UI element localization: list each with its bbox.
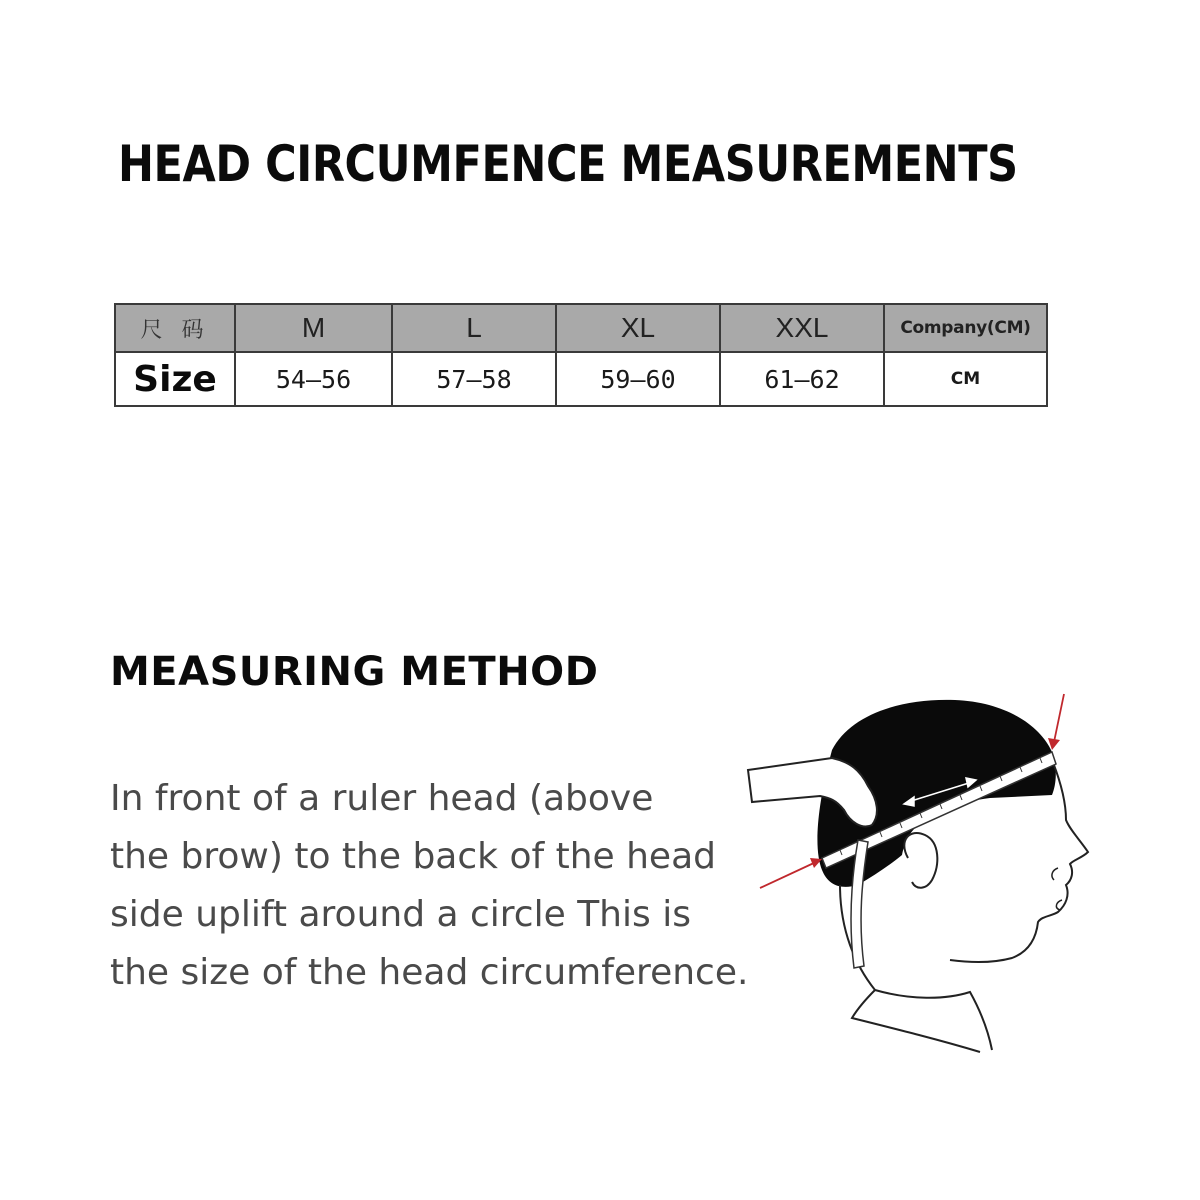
page-title: HEAD CIRCUMFENCE MEASUREMENTS (118, 135, 1018, 193)
size-range-cell: 57—58 (392, 352, 556, 406)
method-line: In front of a ruler head (above (110, 778, 654, 819)
shoulder-outline (852, 990, 980, 1052)
size-range-cell: 59—60 (556, 352, 720, 406)
size-range-cell: 54—56 (235, 352, 392, 406)
method-heading: MEASURING METHOD (110, 649, 599, 695)
size-name-cell: XXL (720, 304, 884, 352)
ear-shape (904, 833, 937, 888)
size-name-cell: M (235, 304, 392, 352)
size-value-row (115, 352, 1047, 406)
size-header-label: 尺 码 (115, 304, 235, 352)
size-range-cell: 61—62 (720, 352, 884, 406)
size-chart-table (114, 303, 1048, 407)
unit-value-cell: CM (884, 352, 1047, 406)
nose-detail (1052, 868, 1058, 880)
method-description (110, 770, 810, 1002)
size-row-label: Size (115, 352, 235, 406)
method-line: side uplift around a circle This is (110, 894, 691, 935)
method-line: the size of the head circumference. (110, 952, 749, 993)
head-measuring-tape-icon (740, 690, 1100, 1060)
method-line: the brow) to the back of the head (110, 836, 716, 877)
size-header-row (115, 304, 1047, 352)
size-name-cell: L (392, 304, 556, 352)
unit-header-cell: Company(CM) (884, 304, 1047, 352)
neck-outline (840, 885, 992, 1050)
size-name-cell: XL (556, 304, 720, 352)
